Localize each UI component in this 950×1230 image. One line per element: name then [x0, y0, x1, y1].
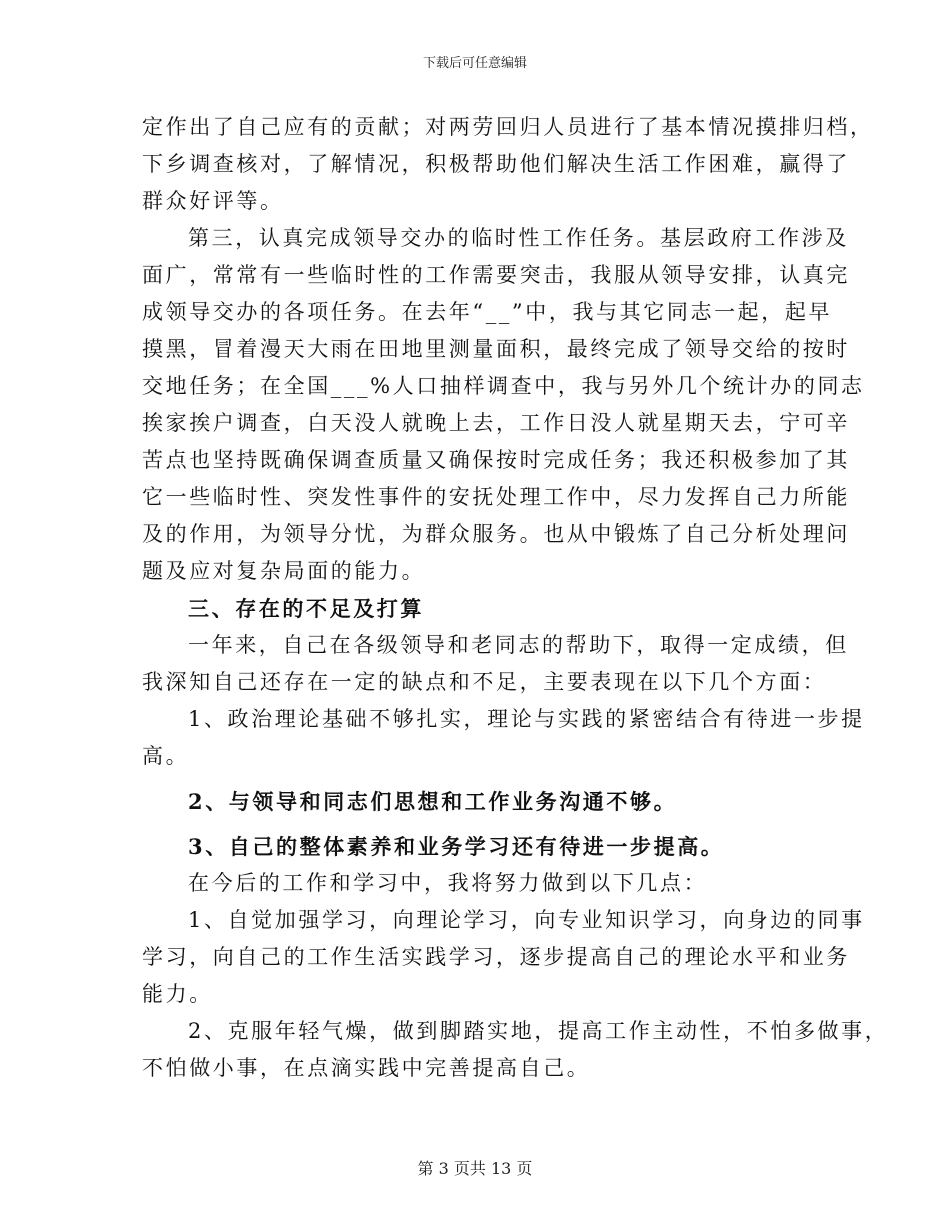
text-line: 我深知自己还存在一定的缺点和不足，主要表现在以下几个方面： — [142, 670, 827, 694]
paragraph-third-point — [142, 220, 865, 590]
text-line: 题及应对复杂局面的能力。 — [142, 559, 426, 583]
text-line: 及的作用，为领导分忧，为群众服务。也从中锻炼了自己分析处理问 — [142, 522, 850, 546]
paragraph-plans-intro — [142, 865, 812, 902]
text-line: 一年来，自己在各级领导和老同志的帮助下，取得一定成绩，但 — [188, 633, 849, 657]
list-item-shortcoming-1 — [142, 701, 865, 775]
text-line: 3、自己的整体素养和业务学习还有待进一步提高。 — [188, 834, 725, 859]
text-line: 2、克服年轻气燥，做到脚踏实地，提高工作主动性，不怕多做事， — [188, 1019, 889, 1043]
list-item-plan-2 — [142, 1013, 889, 1087]
text-line: 学习，向自己的工作生活实践学习，逐步提高自己的理论水平和业务 — [142, 945, 850, 969]
text-line: 2、与领导和同志们思想和工作业务沟通不够。 — [188, 789, 678, 814]
text-line: 群众好评等。 — [142, 189, 284, 213]
text-line: 定作出了自己应有的贡献；对两劳回归人员进行了基本情况摸排归档， — [142, 115, 874, 139]
text-line: 它一些临时性、突发性事件的安抚处理工作中，尽力发挥自己力所能 — [142, 485, 850, 509]
text-line: 下乡调查核对，了解情况，积极帮助他们解决生活工作困难，赢得了 — [142, 152, 850, 176]
text-line: 成领导交办的各项任务。在去年“__”中，我与其它同志一起，起早 — [142, 300, 833, 324]
list-item-shortcoming-3 — [142, 828, 812, 865]
list-item-shortcoming-2 — [142, 783, 812, 820]
text-line: 面广，常常有一些临时性的工作需要突击，我服从领导安排，认真完 — [142, 263, 850, 287]
text-line: 能力。 — [142, 982, 213, 1006]
text-line: 在今后的工作和学习中，我将努力做到以下几点： — [188, 871, 708, 895]
text-line: 1、政治理论基础不够扎实，理论与实践的紧密结合有待进一步提 — [188, 707, 865, 731]
paragraph-contribution — [142, 109, 874, 220]
text-line: 摸黑，冒着漫天大雨在田地里测量面积，最终完成了领导交给的按时 — [142, 337, 850, 361]
page-header: 下载后可任意编辑 — [422, 56, 527, 71]
list-item-plan-1 — [142, 902, 865, 1013]
text-line: 交地任务；在全国___%人口抽样调查中，我与另外几个统计办的同志 — [142, 374, 865, 398]
text-line: 苦点也坚持既确保调查质量又确保按时完成任务；我还积极参加了其 — [142, 448, 850, 472]
text-line: 挨家挨户调查，白天没人就晚上去，工作日没人就星期天去，宁可辛 — [142, 411, 850, 435]
document-body — [142, 109, 889, 1087]
paragraph-shortcomings-intro — [142, 627, 849, 701]
text-line: 高。 — [142, 744, 190, 768]
section-heading — [142, 590, 812, 627]
text-line: 第三，认真完成领导交办的临时性工作任务。基层政府工作涉及 — [188, 226, 849, 250]
text-line: 不怕做小事，在点滴实践中完善提高自己。 — [142, 1056, 591, 1080]
text-line: 1、自觉加强学习，向理论学习，向专业知识学习，向身边的同事 — [188, 908, 865, 932]
heading-text: 三、存在的不足及打算 — [188, 596, 424, 621]
page-number-footer: 第 3 页共 13 页 — [417, 1159, 533, 1178]
